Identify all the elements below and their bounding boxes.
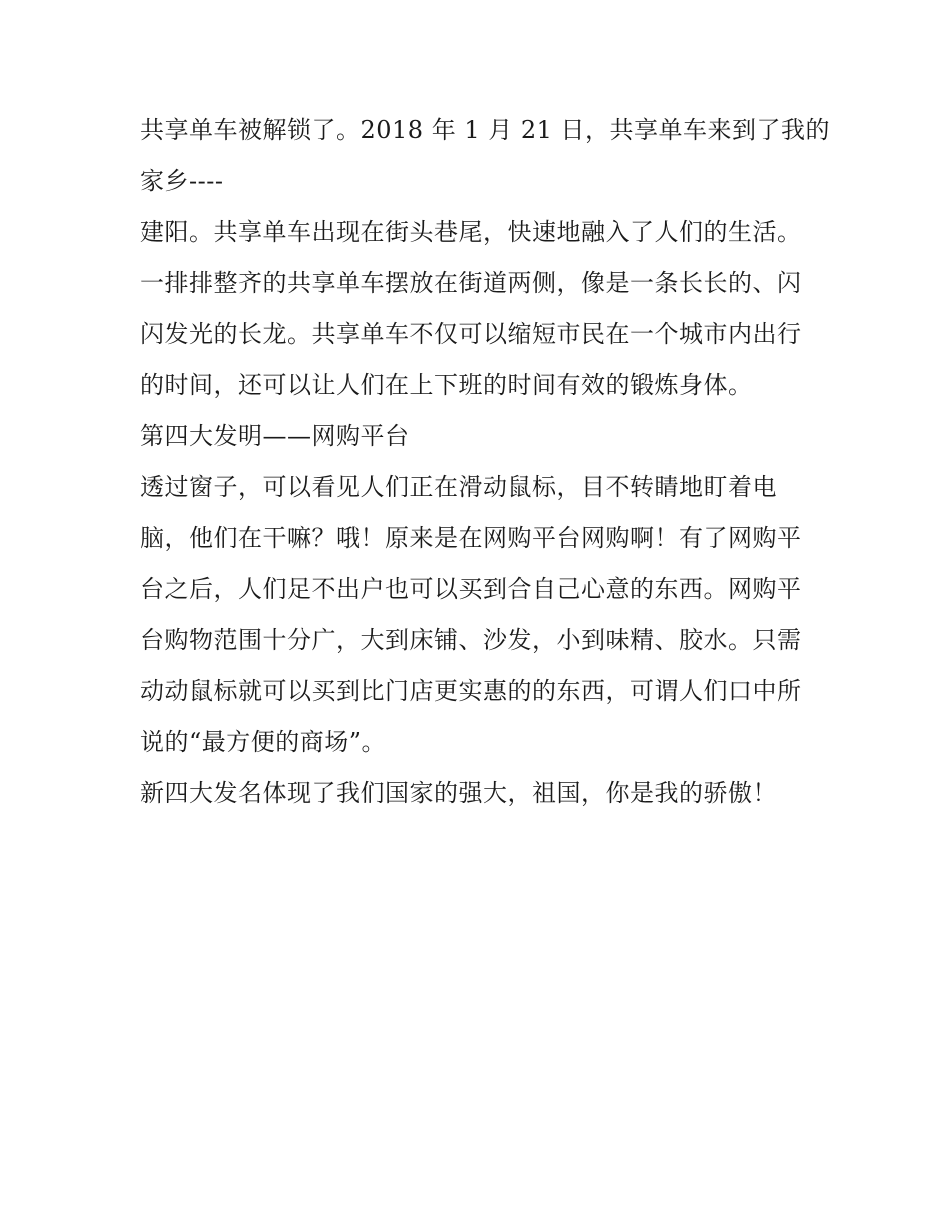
document-body	[140, 105, 831, 819]
text-line-8: 透过窗子，可以看见人们正在滑动鼠标，目不转睛地盯着电	[140, 473, 777, 501]
text-line-10: 台之后，人们足不出户也可以买到合自己心意的东西。网购平	[140, 575, 802, 603]
text-line-5: 闪发光的长龙。共享单车不仅可以缩短市民在一个城市内出行	[140, 320, 802, 348]
text-line-9: 脑，他们在干嘛？哦！原来是在网购平台网购啊！有了网购平	[140, 524, 802, 552]
text-line-13: 说的“最方便的商场”。	[140, 728, 387, 756]
closing-line: 新四大发名体现了我们国家的强大，祖国，你是我的骄傲！	[140, 779, 777, 807]
text-line-1: 共享单车被解锁了。2018 年 1 月 21 日，共享单车来到了我的	[140, 116, 831, 144]
section-heading: 第四大发明——网购平台	[140, 422, 410, 450]
text-line-2: 家乡----	[140, 167, 224, 195]
text-line-12: 动动鼠标就可以买到比门店更实惠的的东西，可谓人们口中所	[140, 677, 802, 705]
text-line-11: 台购物范围十分广，大到床铺、沙发，小到味精、胶水。只需	[140, 626, 802, 654]
text-line-6: 的时间，还可以让人们在上下班的时间有效的锻炼身体。	[140, 371, 753, 399]
text-line-4: 一排排整齐的共享单车摆放在街道两侧，像是一条长长的、闪	[140, 269, 802, 297]
text-line-3: 建阳。共享单车出现在街头巷尾，快速地融入了人们的生活。	[140, 218, 802, 246]
